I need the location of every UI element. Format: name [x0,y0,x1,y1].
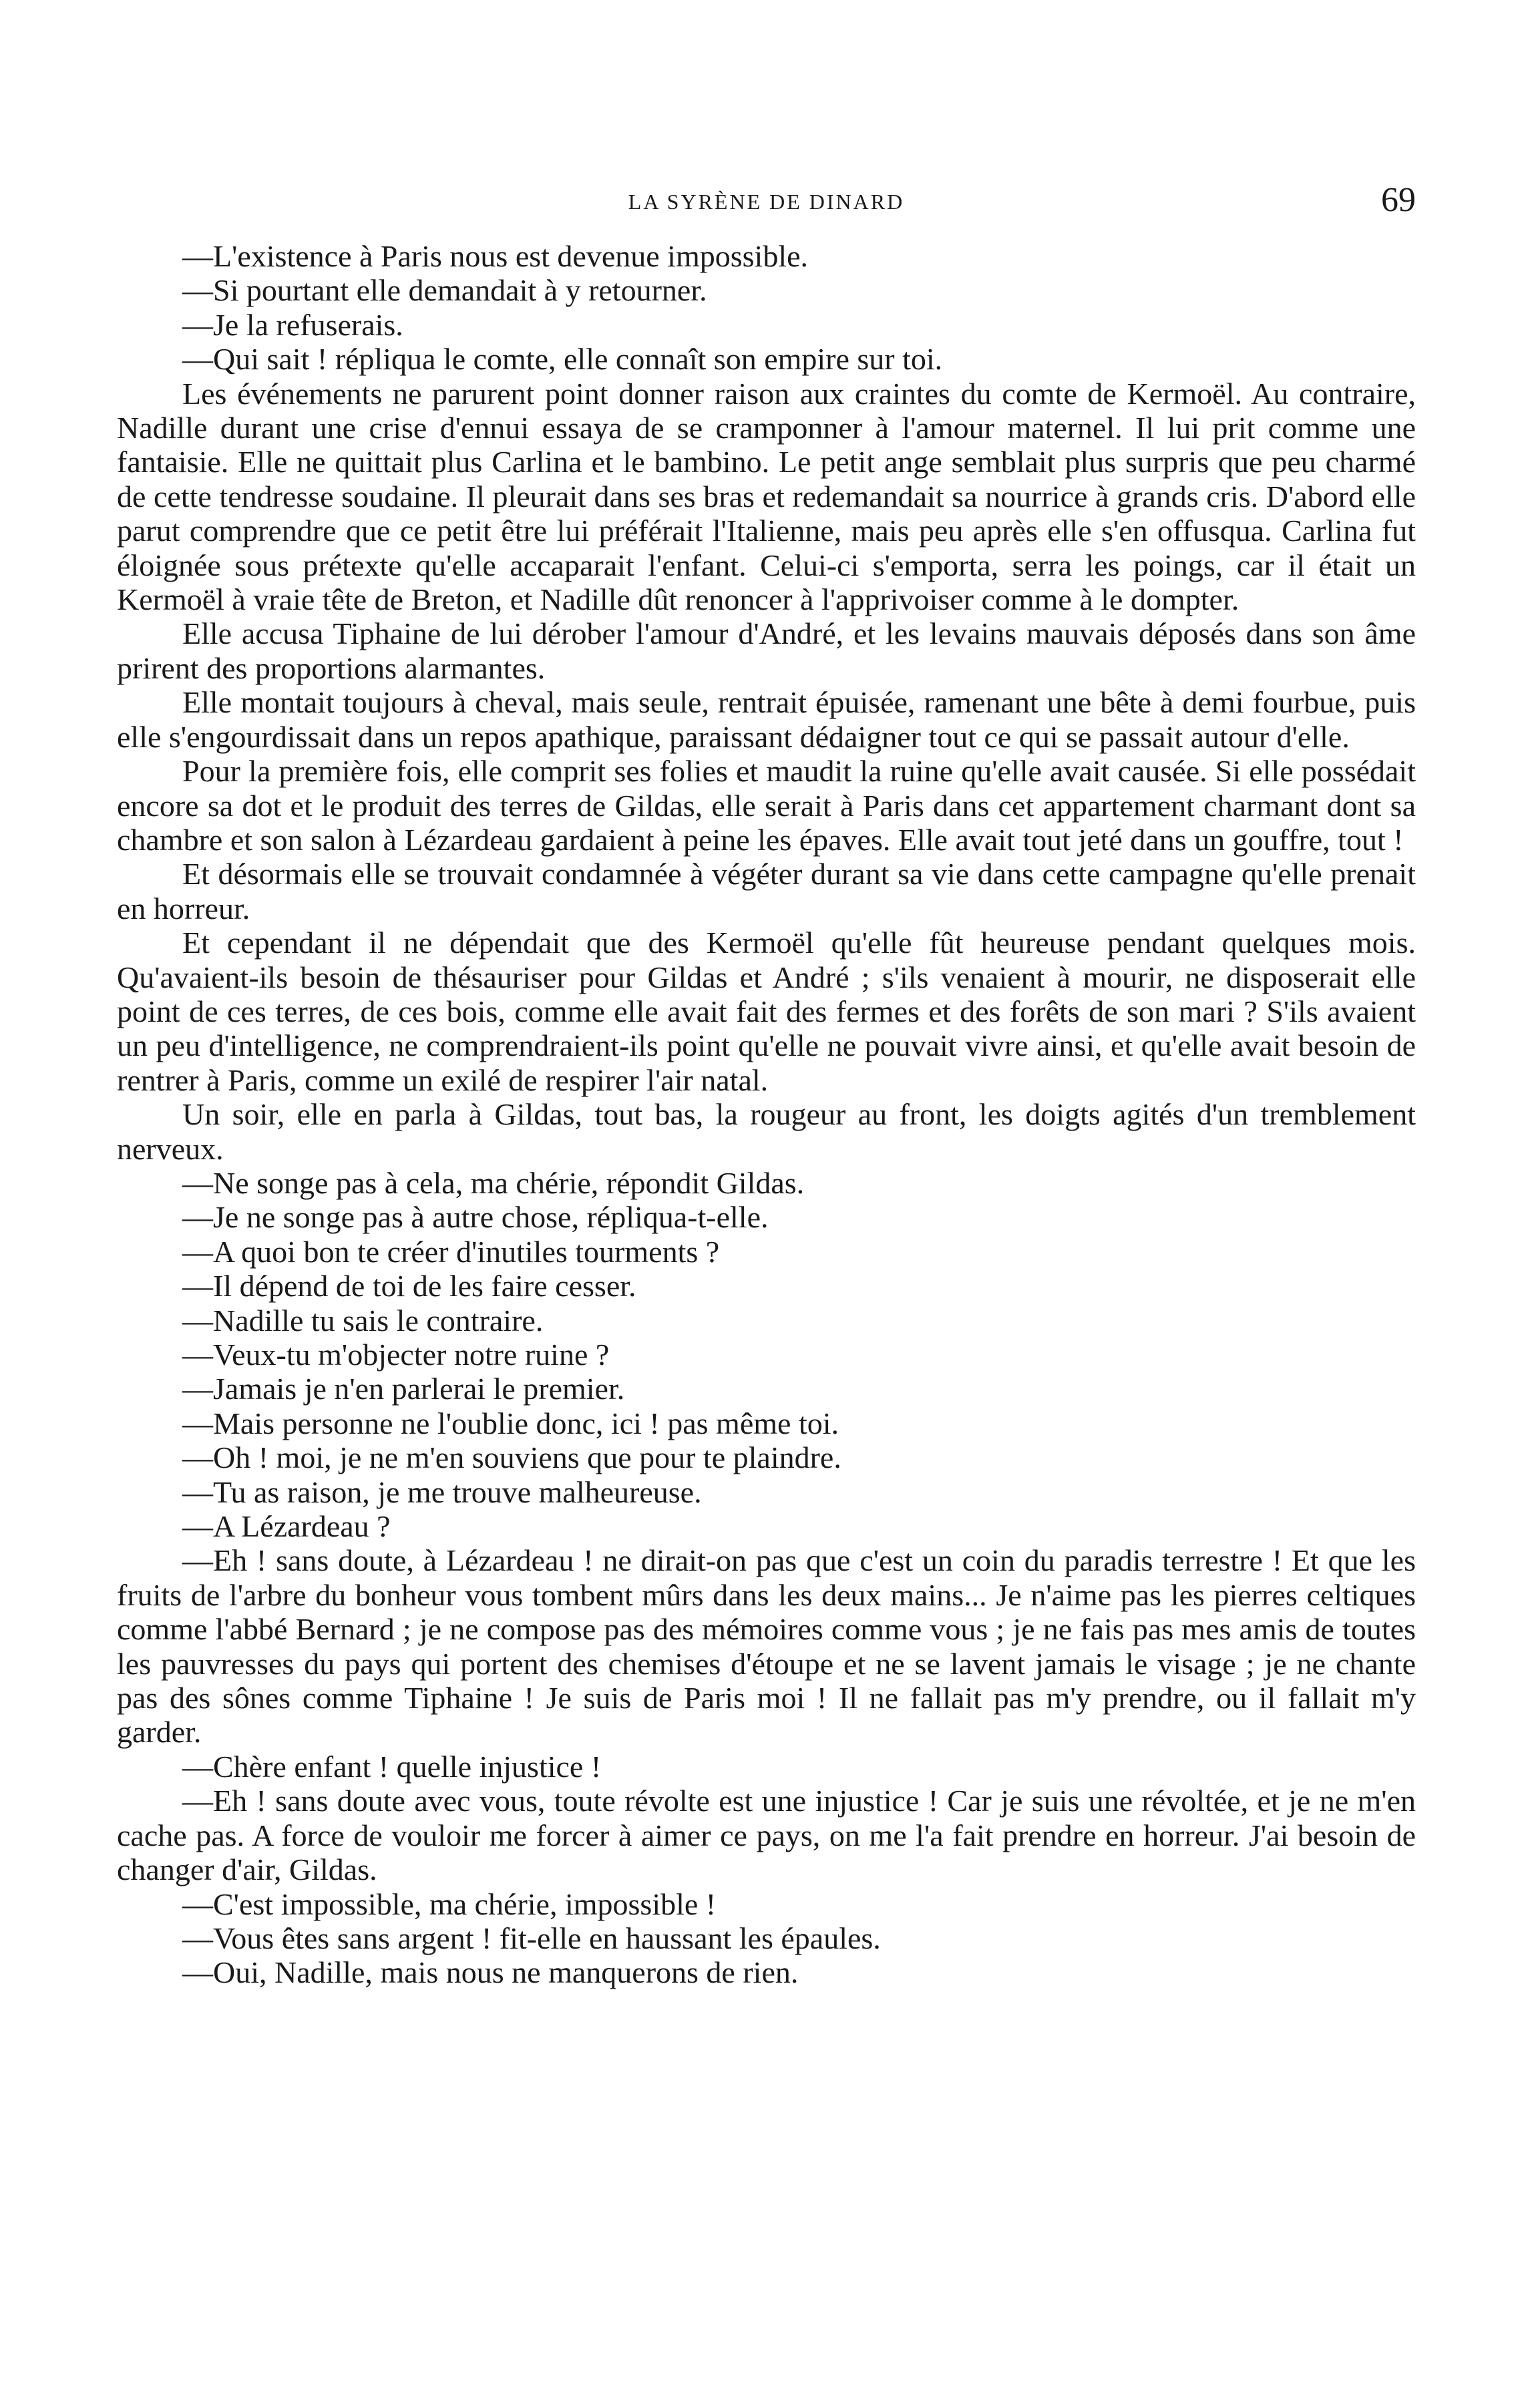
paragraph: —Je la refuserais. [182,307,403,342]
paragraph: —Tu as raison, je me trouve malheureuse. [182,1474,702,1509]
paragraph: —Oh ! moi, je ne m'en souviens que pour te plaindre. [182,1440,841,1475]
paragraph: —Je ne songe pas à autre chose, répliqua-t-elle. [182,1200,769,1235]
paragraph: —Chère enfant ! quelle injustice ! [182,1749,602,1784]
paragraph: Les événements ne parurent point donner raison aux craintes du comte de Kermoël. Au contraire, Nadille durant une crise d'ennui essaya de se cramponner à l'amour maternel. Il lui prit comme une fantaisie. Elle ne quittait plus Carlina et le bambino. Le petit ange semblait plus surpris que peu charmé de cette tendresse soudaine. Il pleurait dans ses bras et redemandait sa nourrice à grands cris. D'abord elle parut comprendre que ce petit être lui préférait l'Italienne, mais peu après elle s'en offusqua. Carlina fut éloignée sous prétexte qu'elle accaparait l'enfant. Celui-ci s'emporta, serra les poings, car il était un Kermoël à vraie tête de Breton, et Nadille dût renoncer à l'apprivoiser comme à le dompter. [117,376,1416,617]
paragraph: —A quoi bon te créer d'inutiles tourments ? [182,1234,720,1269]
paragraph: —Ne songe pas à cela, ma chérie, répondit Gildas. [182,1165,805,1200]
running-title: LA SYRÈNE DE DINARD [628,190,905,214]
body-text [117,239,1416,1990]
paragraph: —Eh ! sans doute, à Lézardeau ! ne dirait-on pas que c'est un coin du paradis terrestre ! Et que les fruits de l'arbre du bonheur vous tombent mûrs dans les deux mains... Je n'aime pas les pierres celtiques comme l'abbé Bernard ; je ne compose pas des mémoires comme vous ; je ne fais pas mes amis de toutes les pauvresses du pays qui portent des chemises d'étoupe et ne se lavent jamais le visage ; je ne chante pas des sônes comme Tiphaine ! Je suis de Paris moi ! Il ne fallait pas m'y prendre, ou il fallait m'y garder. [117,1543,1416,1750]
paragraph: —Vous êtes sans argent ! fit-elle en haussant les épaules. [182,1921,881,1955]
paragraph: —Qui sait ! répliqua le comte, elle connaît son empire sur toi. [182,342,943,377]
paragraph: —Si pourtant elle demandait à y retourner. [182,273,707,308]
paragraph: Un soir, elle en parla à Gildas, tout bas, la rougeur au front, les doigts agités d'un tremblement nerveux. [117,1097,1416,1166]
paragraph: —Il dépend de toi de les faire cesser. [182,1269,636,1303]
paragraph: —L'existence à Paris nous est devenue impossible. [182,239,809,273]
paragraph: Elle montait toujours à cheval, mais seule, rentrait épuisée, ramenant une bête à demi fourbue, puis elle s'engourdissait dans un repos apathique, paraissant dédaigner tout ce qui se passait autour d'elle. [117,685,1416,754]
paragraph: Et désormais elle se trouvait condamnée à végéter durant sa vie dans cette campagne qu'elle prenait en horreur. [117,857,1416,926]
paragraph: —Veux-tu m'objecter notre ruine ? [182,1338,610,1372]
paragraph: —Eh ! sans doute avec vous, toute révolte est une injustice ! Car je suis une révoltée, et je ne m'en cache pas. A force de vouloir me forcer à aimer ce pays, on me l'a fait prendre en horreur. J'ai besoin de changer d'air, Gildas. [117,1784,1416,1887]
paragraph: —Jamais je n'en parlerai le premier. [182,1372,625,1406]
paragraph: Pour la première fois, elle comprit ses folies et maudit la ruine qu'elle avait causée. Si elle possédait encore sa dot et le produit des terres de Gildas, elle serait à Paris dans cet appartement charmant dont sa chambre et son salon à Lézardeau gardaient à peine les épaves. Elle avait tout jeté dans un gouffre, tout ! [117,754,1416,857]
book-page [117,180,1416,1990]
paragraph: —Nadille tu sais le contraire. [182,1303,544,1338]
page-number: 69 [1381,181,1416,219]
paragraph: —A Lézardeau ? [182,1509,391,1544]
paragraph: —Mais personne ne l'oublie donc, ici ! pas même toi. [182,1406,839,1440]
paragraph: —C'est impossible, ma chérie, impossible ! [182,1886,717,1921]
paragraph: Elle accusa Tiphaine de lui dérober l'amour d'André, et les levains mauvais déposés dans son âme prirent des proportions alarmantes. [117,616,1416,685]
paragraph: —Oui, Nadille, mais nous ne manquerons de rien. [182,1955,799,1990]
paragraph: Et cependant il ne dépendait que des Kermoël qu'elle fût heureuse pendant quelques mois. Qu'avaient-ils besoin de thésauriser pour Gildas et André ; s'ils venaient à mourir, ne disposerait elle point de ces terres, de ces bois, comme elle avait fait des fermes et des forêts de son mari ? S'ils avaient un peu d'intelligence, ne comprendraient-ils point qu'elle ne pouvait vivre ainsi, et qu'elle avait besoin de rentrer à Paris, comme un exilé de respirer l'air natal. [117,926,1416,1097]
page-header [117,180,1416,227]
